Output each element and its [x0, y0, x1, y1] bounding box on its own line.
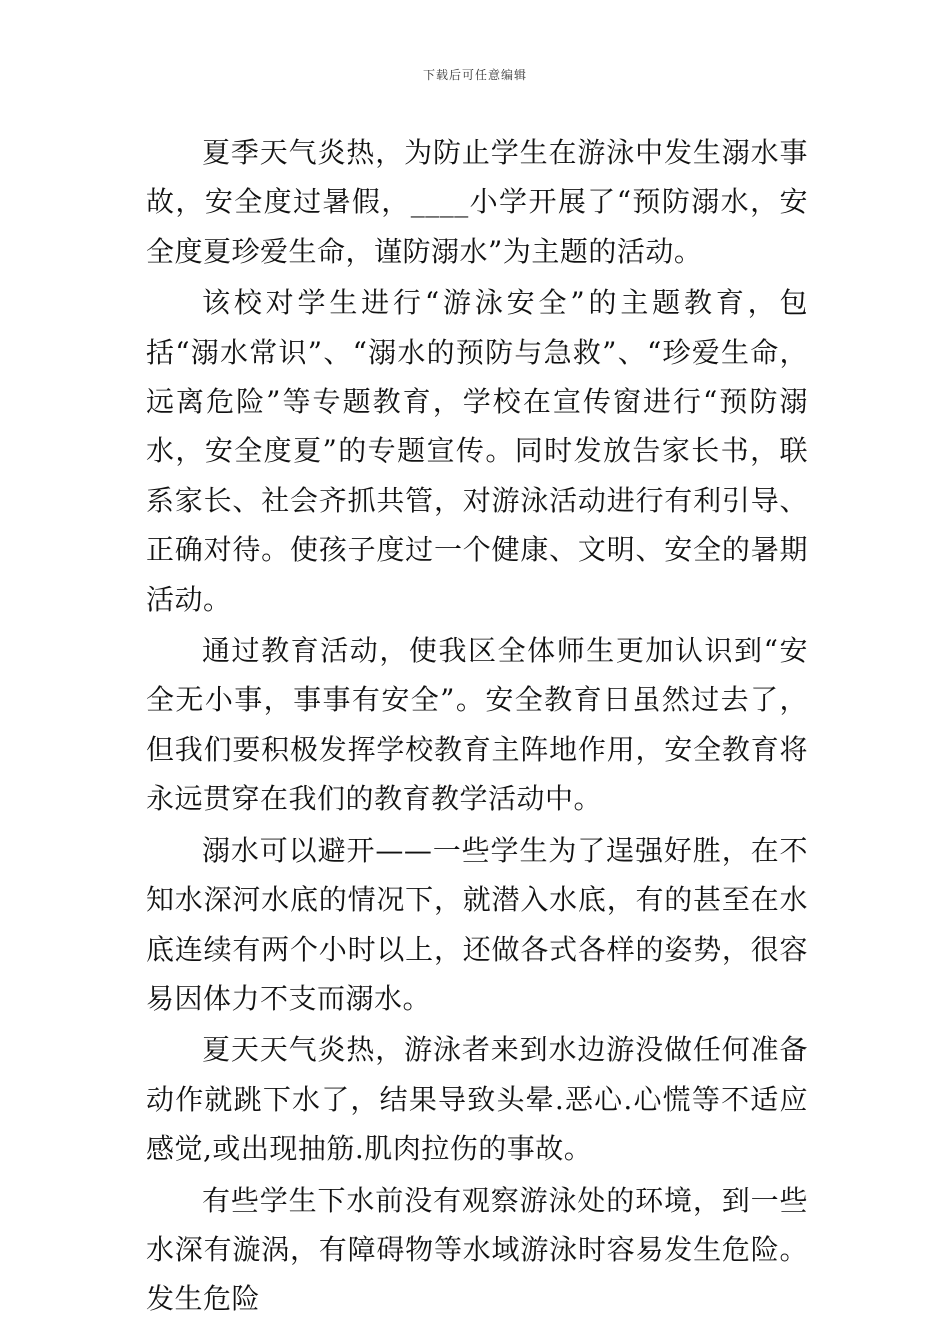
document-body: [146, 128, 808, 1326]
paragraph-4: 溺水可以避开——一些学生为了逞强好胜，在不知水深河水底的情况下，就潜入水底，有的甚至在水底连续有两个小时以上，还做各式各样的姿势，很容易因体力不支而溺水。: [146, 833, 808, 1015]
paragraph-2: 该校对学生进行“游泳安全”的主题教育，包括“溺水常识”、“溺水的预防与急救”、“珍爱生命，远离危险”等专题教育，学校在宣传窗进行“预防溺水，安全度夏”的专题宣传。同时发放告家长书，联系家长、社会齐抓共管，对游泳活动进行有利引导、正确对待。使孩子度过一个健康、文明、安全的暑期活动。: [146, 286, 808, 616]
paragraph-6: 有些学生下水前没有观察游泳处的环境，到一些水深有漩涡，有障碍物等水域游泳时容易发生危险。发生危险: [146, 1183, 808, 1316]
paragraph-3: 通过教育活动，使我区全体师生更加认识到“安全无小事，事事有安全”。安全教育日虽然过去了，但我们要积极发挥学校教育主阵地作用，安全教育将永远贯穿在我们的教育教学活动中。: [146, 634, 808, 816]
paragraph-5: 夏天天气炎热，游泳者来到水边游没做任何准备动作就跳下水了，结果导致头晕.恶心.心慌等不适应感觉,或出现抽筋.肌肉拉伤的事故。: [146, 1033, 808, 1166]
header-note: 下载后可任意编辑: [422, 68, 527, 82]
paragraph-1: 夏季天气炎热，为防止学生在游泳中发生溺水事故，安全度过暑假，____小学开展了“预防溺水，安全度夏珍爱生命，谨防溺水”为主题的活动。: [146, 136, 808, 268]
